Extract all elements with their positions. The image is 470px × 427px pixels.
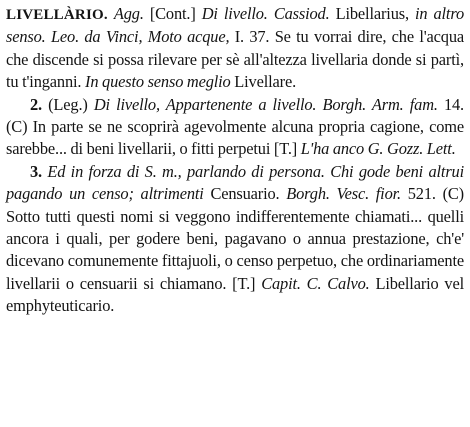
domain-tag: [Cont.] <box>149 4 196 23</box>
source-citation: Leo. da Vinci, Moto acque, <box>50 27 230 47</box>
synonym: Censuario. <box>210 184 280 204</box>
latin-quotation: Libellario vel emphyteuticario. <box>6 273 464 316</box>
sense-number: 2. <box>30 94 42 114</box>
sense-3 <box>6 161 464 318</box>
quotation: 521. (C) Sotto tutti questi nomi si veggono indifferentemente chiamati... quelli ancora i quali, per godere beni, pagavano o annua prestazione, ch'e' dicevano comunemente fittajuoli, o censo perpetuo, che ordinariamente livellarii o censuarii si chiamano. [T.] <box>6 184 464 293</box>
definition: Di livello, Appartenente a livello. <box>93 94 317 114</box>
editorial-note: In questo senso meglio <box>85 72 231 92</box>
source-citation: Capit. C. Calvo. <box>261 273 370 293</box>
source-citation: Borgh. Vesc. fior. <box>286 184 401 204</box>
source-citation: L'ha anco G. Gozz. Lett. <box>300 139 456 159</box>
source-citation: Cassiod. <box>273 4 330 23</box>
definition: Ed in forza di S. m., parlando di persona. Chi gode beni altrui pagando un censo; altrimenti <box>6 161 465 204</box>
latin-equivalent: Libellarius, <box>335 4 409 23</box>
definition: Di livello. <box>201 4 268 23</box>
cross-reference: Livellare. <box>234 72 297 92</box>
part-of-speech: Agg. <box>113 4 144 23</box>
domain-tag: (Leg.) <box>48 94 88 114</box>
sense-2 <box>6 94 464 161</box>
sense-1 <box>6 3 464 94</box>
source-citation: Borgh. Arm. fam. <box>322 94 438 114</box>
sense-number: 3. <box>30 161 42 181</box>
dictionary-entry <box>6 3 464 318</box>
usage-note: in altro senso. <box>6 4 465 47</box>
quotation: I. 37. Se tu vorrai dire, che l'acqua che discende si possa rilevare per sè all'altezza livellaria donde si partì, tu t'inganni. <box>6 27 464 92</box>
quotation: 14. (C) In parte se ne scoprirà agevolmente alcuna propria cagione, come sarebbe... di beni livellarii, o fitti perpetui [T.] <box>6 94 464 159</box>
headword: LIVELLÀRIO. <box>6 7 108 23</box>
